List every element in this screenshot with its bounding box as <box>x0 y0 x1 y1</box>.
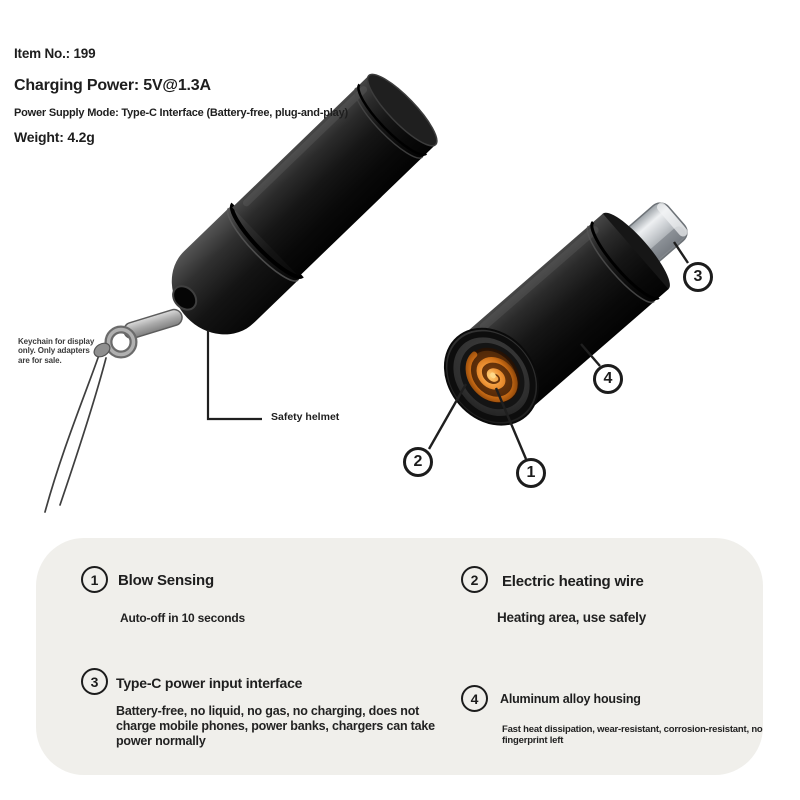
feature-title-heating-wire: Electric heating wire <box>502 573 644 590</box>
diagram-marker-3: 3 <box>683 262 713 292</box>
diagram-marker-4: 4 <box>593 364 623 394</box>
safety-helmet-label: Safety helmet <box>271 411 340 423</box>
spec-power-supply-mode: Power Supply Mode: Type-C Interface (Battery-free, plug-and-play) <box>14 107 348 119</box>
feature-number-4: 4 <box>461 685 488 712</box>
lanyard-string <box>45 355 106 512</box>
left-lighter <box>45 65 446 512</box>
feature-desc-aluminum-housing: Fast heat dissipation, wear-resistant, corrosion-resistant, no fingerprint left <box>502 724 763 747</box>
feature-desc-blow-sensing: Auto-off in 10 seconds <box>120 611 245 625</box>
feature-number-2: 2 <box>461 566 488 593</box>
spec-charging-power: Charging Power: 5V@1.3A <box>14 77 211 94</box>
feature-number-1: 1 <box>81 566 108 593</box>
keychain-clasp <box>92 308 184 360</box>
spec-item-no: Item No.: 199 <box>14 46 96 61</box>
right-lighter <box>426 177 711 444</box>
keychain-disclaimer-note: Keychain for display only. Only adapters are for sale. <box>18 337 95 365</box>
feature-title-type-c-interface: Type-C power input interface <box>116 675 303 691</box>
diagram-marker-2: 2 <box>403 447 433 477</box>
feature-title-aluminum-housing: Aluminum alloy housing <box>500 692 641 706</box>
feature-number-3: 3 <box>81 668 108 695</box>
diagram-marker-1: 1 <box>516 458 546 488</box>
feature-desc-type-c-interface: Battery-free, no liquid, no gas, no charging, does not charge mobile phones, power banks, chargers can take power normally <box>116 704 435 748</box>
feature-desc-heating-wire: Heating area, use safely <box>497 610 647 625</box>
feature-title-blow-sensing: Blow Sensing <box>118 572 214 589</box>
spec-weight: Weight: 4.2g <box>14 129 95 145</box>
